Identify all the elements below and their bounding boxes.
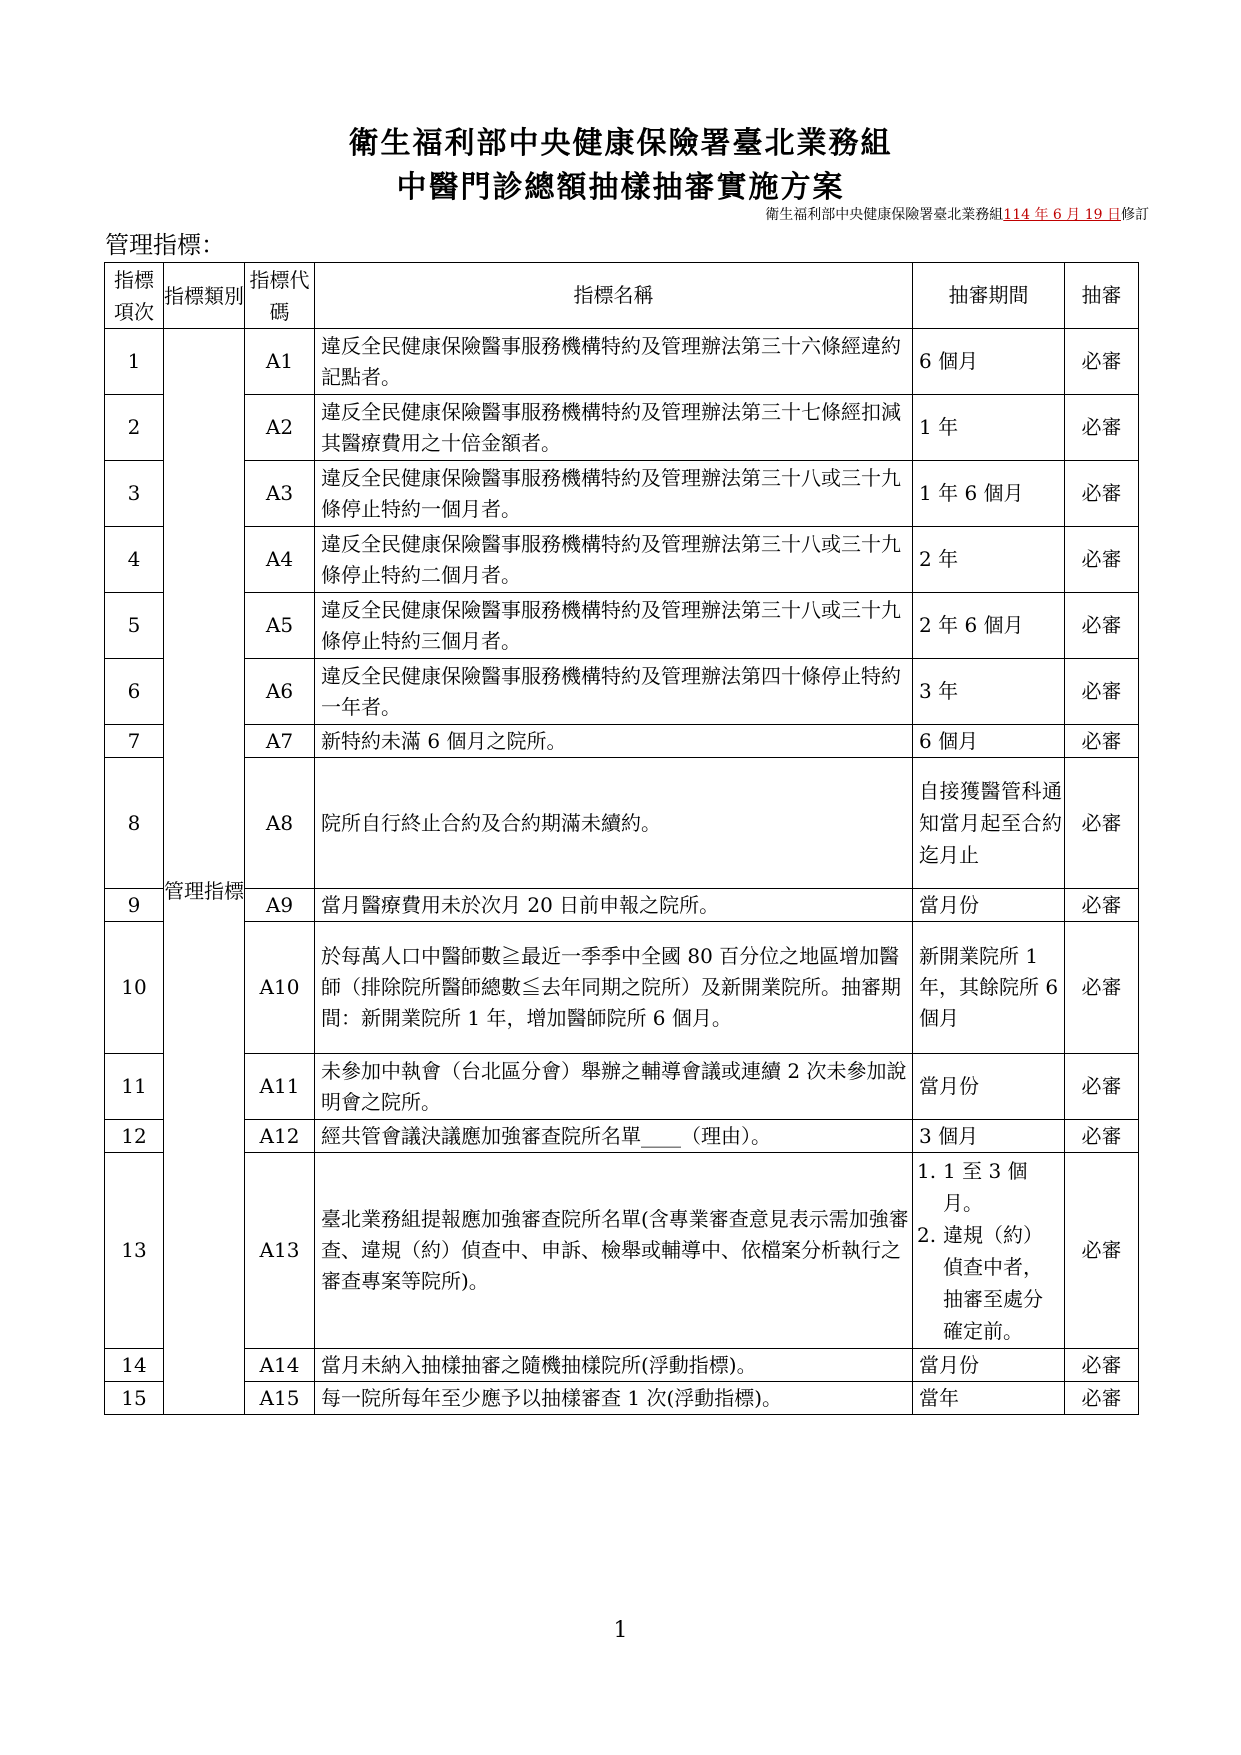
- row-no: 1: [105, 329, 164, 395]
- period-list-number: 1.: [917, 1158, 937, 1183]
- table-row: [105, 725, 1139, 758]
- category-cell: 管理指標: [164, 329, 245, 1415]
- row-no: 2: [105, 395, 164, 461]
- row-no: 12: [105, 1120, 164, 1153]
- row-no: 11: [105, 1054, 164, 1120]
- row-no: 6: [105, 659, 164, 725]
- row-code: A8: [245, 758, 315, 889]
- header-code: 指標代碼: [245, 263, 315, 329]
- row-period: 1 年 6 個月: [913, 461, 1065, 527]
- row-code: A11: [245, 1054, 315, 1120]
- row-review: 必審: [1065, 395, 1139, 461]
- row-name: 院所自行終止合約及合約期滿未續約。: [315, 758, 913, 889]
- row-period: 1 年: [913, 395, 1065, 461]
- table-row: [105, 889, 1139, 922]
- table-row: [105, 1054, 1139, 1120]
- section-title: 管理指標：: [105, 231, 225, 259]
- period-list-item: [913, 1155, 1062, 1219]
- row-review: 必審: [1065, 1120, 1139, 1153]
- row-no: 4: [105, 527, 164, 593]
- row-review: 必審: [1065, 593, 1139, 659]
- row-name: 違反全民健康保險醫事服務機構特約及管理辦法第三十六條經違約記點者。: [315, 329, 913, 395]
- row-no: 10: [105, 922, 164, 1054]
- row-period: 3 年: [913, 659, 1065, 725]
- header-name: 指標名稱: [315, 263, 913, 329]
- row-code: A13: [245, 1153, 315, 1349]
- table-row: [105, 1120, 1139, 1153]
- row-no: 8: [105, 758, 164, 889]
- row-review: 必審: [1065, 1382, 1139, 1415]
- revision-date: 114 年 6 月 19 日: [1003, 207, 1121, 223]
- row-no: 13: [105, 1153, 164, 1349]
- row-review: 必審: [1065, 1349, 1139, 1382]
- row-name: 新特約未滿 6 個月之院所。: [315, 725, 913, 758]
- row-period: 當月份: [913, 889, 1065, 922]
- row-period: 當年: [913, 1382, 1065, 1415]
- period-list-item: [913, 1219, 1062, 1347]
- header-category: 指標類別: [164, 263, 245, 329]
- row-code: A2: [245, 395, 315, 461]
- row-no: 5: [105, 593, 164, 659]
- header-item-no: 指標項次: [105, 263, 164, 329]
- row-period: 3 個月: [913, 1120, 1065, 1153]
- table-row: [105, 527, 1139, 593]
- table-row: [105, 461, 1139, 527]
- row-name: 臺北業務組提報應加強審查院所名單(含專業審查意見表示需加強審查、違規（約）偵查中、申訴、檢舉或輔導中、依檔案分析執行之審查專案等院所)。: [315, 1153, 913, 1349]
- row-name: 違反全民健康保險醫事服務機構特約及管理辦法第三十八或三十九條停止特約三個月者。: [315, 593, 913, 659]
- row-code: A10: [245, 922, 315, 1054]
- row-code: A6: [245, 659, 315, 725]
- row-no: 9: [105, 889, 164, 922]
- period-list-text: 違規（約）偵查中者，抽審至處分確定前。: [943, 1222, 1043, 1343]
- row-period: 2 年 6 個月: [913, 593, 1065, 659]
- period-list-number: 2.: [917, 1222, 937, 1247]
- row-review: 必審: [1065, 659, 1139, 725]
- row-review: 必審: [1065, 329, 1139, 395]
- row-review: 必審: [1065, 461, 1139, 527]
- row-code: A3: [245, 461, 315, 527]
- header-review: 抽審: [1065, 263, 1139, 329]
- row-review: 必審: [1065, 1054, 1139, 1120]
- period-list-text: 1 至 3 個月。: [943, 1158, 1028, 1215]
- table-row: [105, 922, 1139, 1054]
- row-code: A7: [245, 725, 315, 758]
- row-name: 經共管會議決議應加強審查院所名單____（理由）。: [315, 1120, 913, 1153]
- row-no: 14: [105, 1349, 164, 1382]
- document-title: 衛生福利部中央健康保險署臺北業務組: [348, 126, 893, 161]
- row-period: 當月份: [913, 1054, 1065, 1120]
- row-no: 15: [105, 1382, 164, 1415]
- table-row: [105, 659, 1139, 725]
- row-review: 必審: [1065, 725, 1139, 758]
- row-review: 必審: [1065, 527, 1139, 593]
- row-name: 違反全民健康保險醫事服務機構特約及管理辦法第三十七條經扣減其醫療費用之十倍金額者。: [315, 395, 913, 461]
- row-review: 必審: [1065, 922, 1139, 1054]
- row-code: A5: [245, 593, 315, 659]
- period-list: [913, 1155, 1062, 1347]
- row-name: 每一院所每年至少應予以抽樣審查 1 次(浮動指標)。: [315, 1382, 913, 1415]
- row-code: A12: [245, 1120, 315, 1153]
- row-review: 必審: [1065, 889, 1139, 922]
- row-name: 違反全民健康保險醫事服務機構特約及管理辦法第三十八或三十九條停止特約二個月者。: [315, 527, 913, 593]
- revision-prefix: 衛生福利部中央健康保險署臺北業務組: [765, 207, 1004, 223]
- row-name: 當月醫療費用未於次月 20 日前申報之院所。: [315, 889, 913, 922]
- row-code: A1: [245, 329, 315, 395]
- row-no: 3: [105, 461, 164, 527]
- row-name: 於每萬人口中醫師數≧最近一季季中全國 80 百分位之地區增加醫師（排除院所醫師總數≦去年同期之院所）及新開業院所。抽審期間：新開業院所 1 年，增加醫師院所 6 個月。: [315, 922, 913, 1054]
- revision-suffix: 修訂: [1121, 207, 1149, 223]
- row-code: A4: [245, 527, 315, 593]
- row-name: 違反全民健康保險醫事服務機構特約及管理辦法第四十條停止特約一年者。: [315, 659, 913, 725]
- row-period: 6 個月: [913, 329, 1065, 395]
- table-row: [105, 758, 1139, 889]
- row-period: 2 年: [913, 527, 1065, 593]
- row-code: A14: [245, 1349, 315, 1382]
- row-period: 當月份: [913, 1349, 1065, 1382]
- document-subtitle: 中醫門診總額抽樣抽審實施方案: [396, 170, 845, 205]
- indicator-table: [104, 262, 1139, 1415]
- table-row: [105, 1153, 1139, 1349]
- table-row: [105, 1349, 1139, 1382]
- table-row: [105, 329, 1139, 395]
- row-period: 新開業院所 1 年，其餘院所 6 個月: [913, 922, 1065, 1054]
- row-review: 必審: [1065, 1153, 1139, 1349]
- row-period: [913, 1153, 1065, 1349]
- row-name: 當月未納入抽樣抽審之隨機抽樣院所(浮動指標)。: [315, 1349, 913, 1382]
- revision-note: [765, 204, 1149, 224]
- row-review: 必審: [1065, 758, 1139, 889]
- row-code: A15: [245, 1382, 315, 1415]
- row-code: A9: [245, 889, 315, 922]
- row-no: 7: [105, 725, 164, 758]
- page-number: 1: [613, 1618, 628, 1643]
- row-name: 未參加中執會（台北區分會）舉辦之輔導會議或連續 2 次未參加說明會之院所。: [315, 1054, 913, 1120]
- row-name: 違反全民健康保險醫事服務機構特約及管理辦法第三十八或三十九條停止特約一個月者。: [315, 461, 913, 527]
- header-period: 抽審期間: [913, 263, 1065, 329]
- table-row: [105, 1382, 1139, 1415]
- table-header-row: [105, 263, 1139, 329]
- row-period: 6 個月: [913, 725, 1065, 758]
- table-row: [105, 593, 1139, 659]
- row-period: 自接獲醫管科通知當月起至合約迄月止: [913, 758, 1065, 889]
- table-row: [105, 395, 1139, 461]
